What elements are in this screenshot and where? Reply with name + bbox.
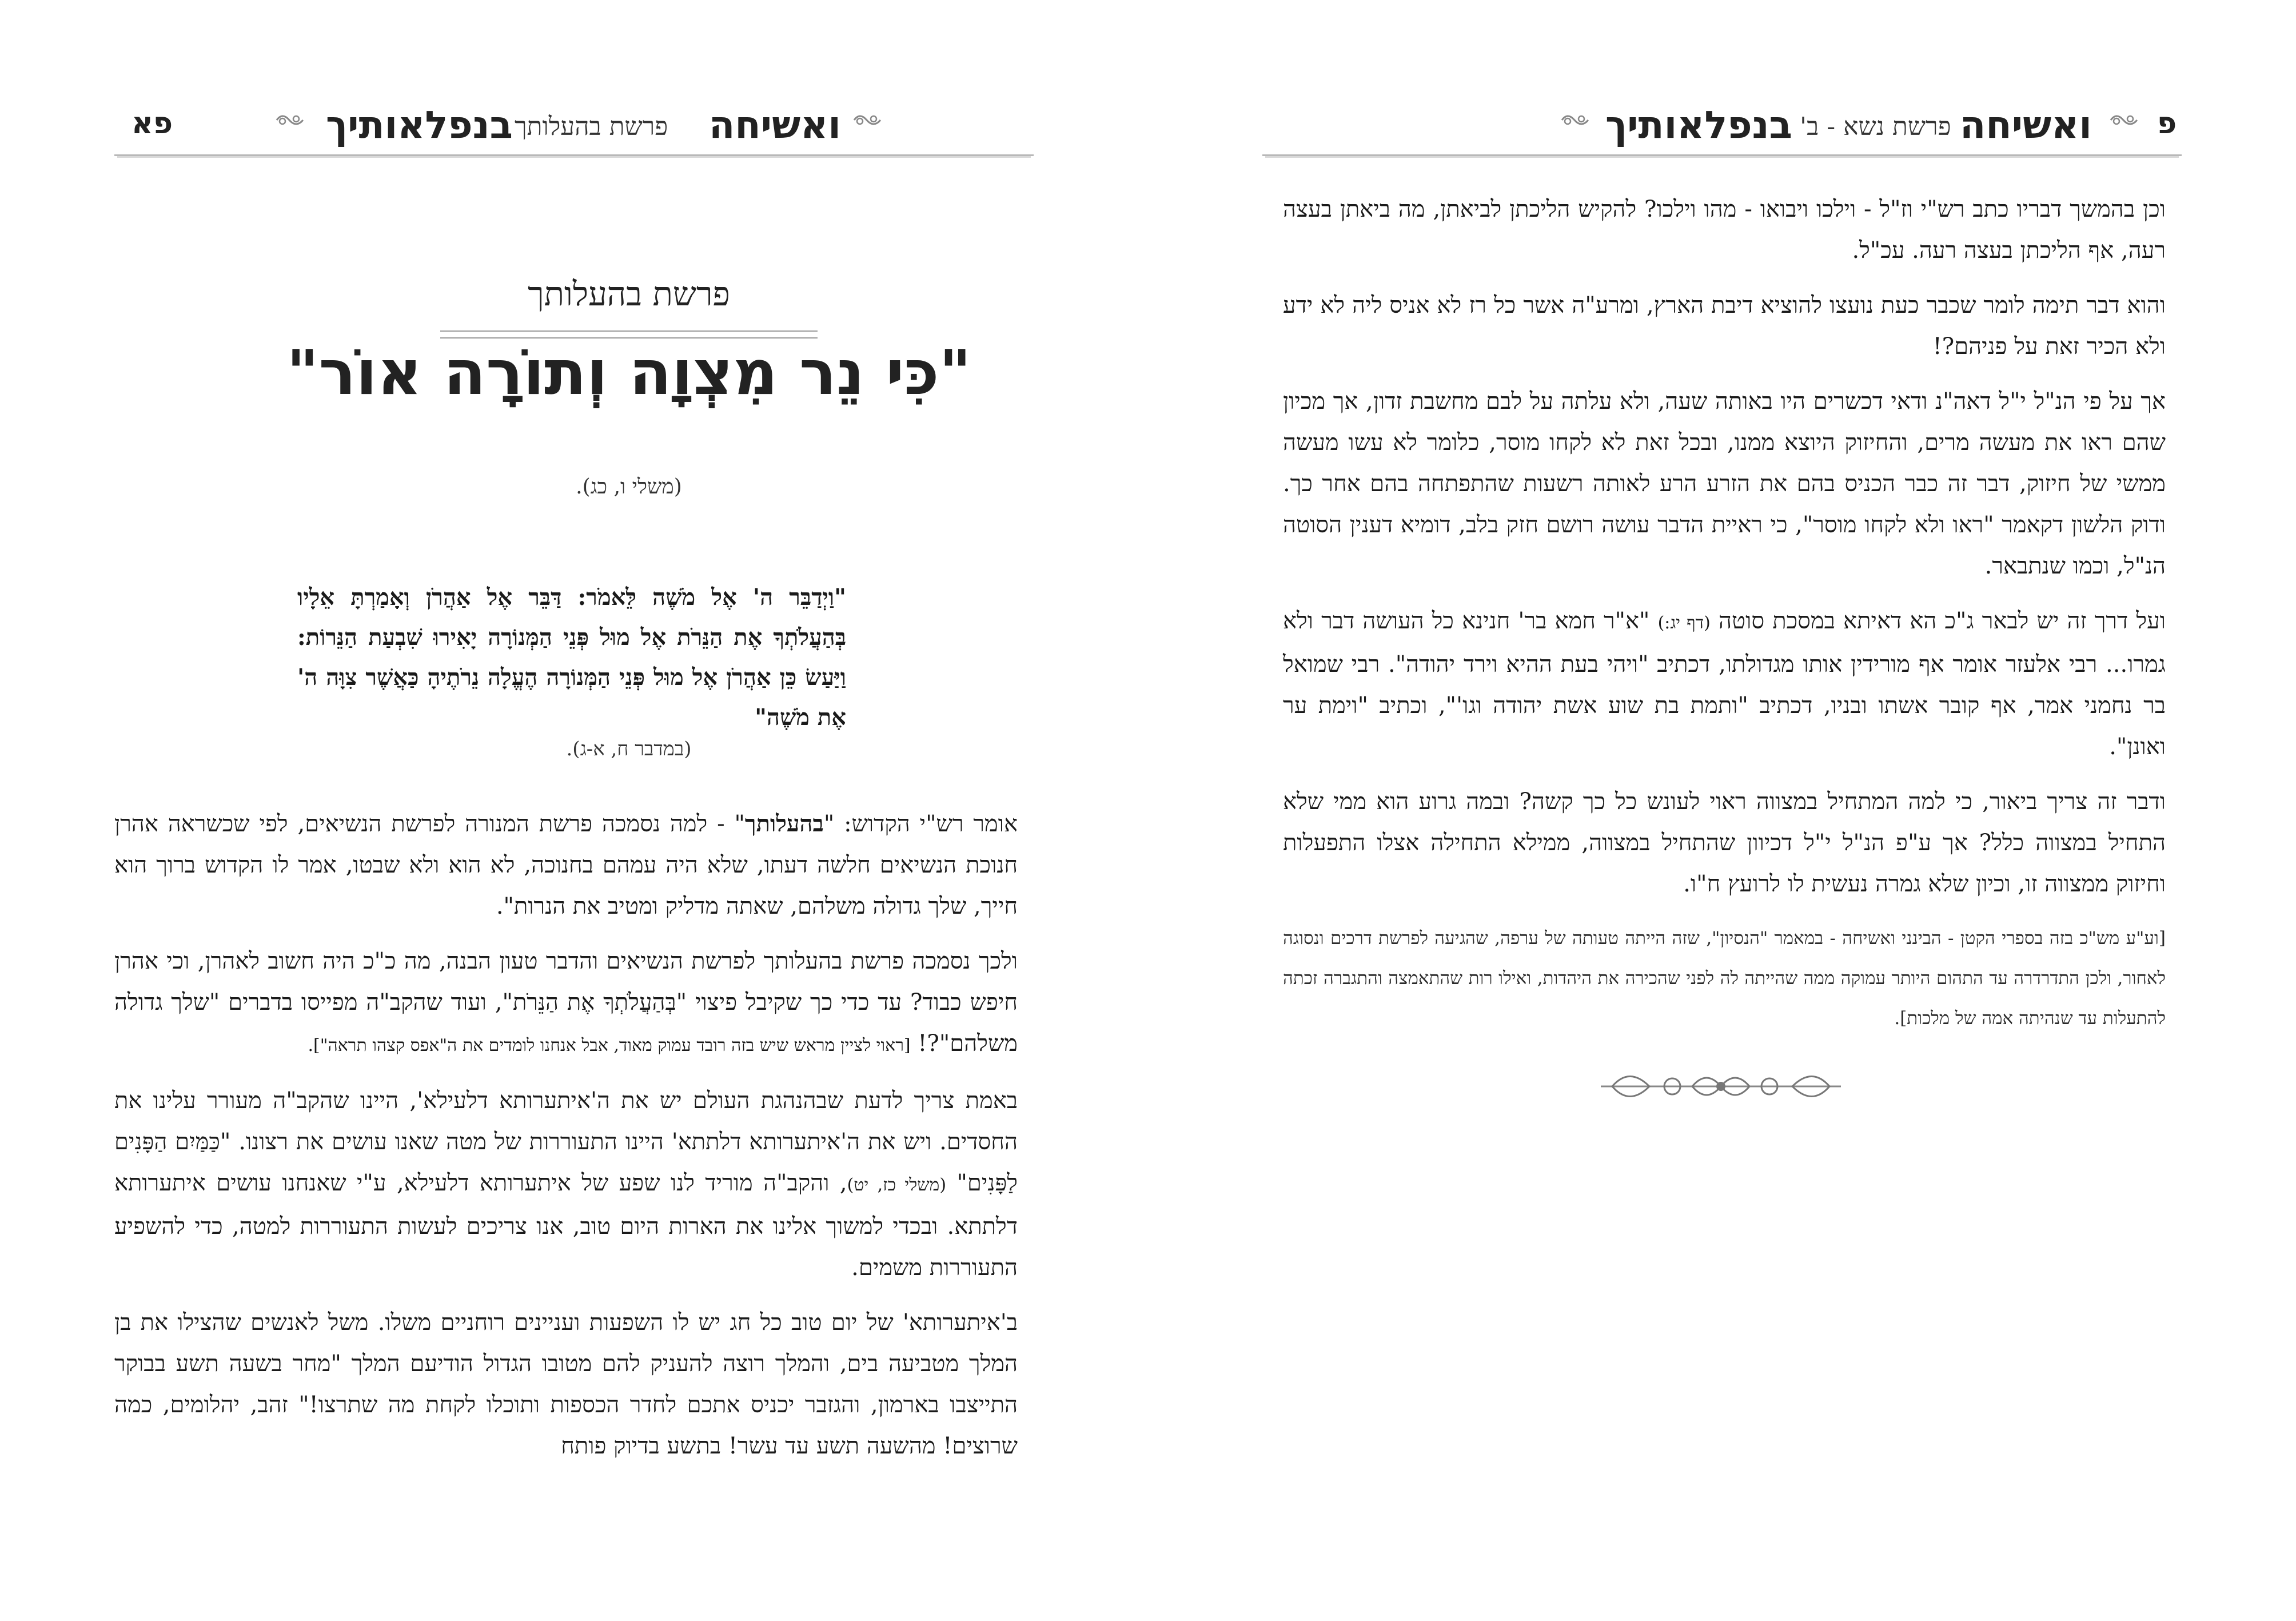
source-ref: (דף יג:) xyxy=(1657,613,1711,633)
paragraph: והוא דבר תימה לומר שכבר כעת נועצו להוציא דיבת הארץ, ומרע"ה אשר כל רז לא אניס ליה לא ידע ולא הכיר זאת על פניהם?! xyxy=(1283,292,2166,360)
paragraph: אך על פי הנ"ל י"ל דאה"נ ודאי דכשרים היו באותה שעה, ולא עלתה על לבם מחשבת זדון, אך מכיון שהם ראו את מעשה מרים, והחיזוק היוצא ממנו, ובכל זאת לא לקחו מוסר, כלומר לא עשו מעשה ממשי של חיזוק, דבר זה כבר הכניס בהם את הזרע הרע לאותה רשעות שהתפתחה בהם אחר כך. ודוק הלשון דקאמר "ראו ולא לקחו מוסר", כי ראיית הדבר עושה רושם חזק בלב, דומיא דענין הסוטה הנ"ל, וכמו שנתבאר. xyxy=(1283,388,2166,579)
vine-ornament-icon xyxy=(852,109,883,132)
series-title: ואשיחה xyxy=(1960,103,2092,147)
source-ref: (משלי כז, יט) xyxy=(847,1175,947,1195)
verse-quote: "וַיְדַבֵּר ה' אֶל מֹשֶׁה לֵּאמֹר: דַּבֵּר אֶל אַהֲרֹן וְאָמַרְתָּ אֵלָיו בְּהַעֲלֹתְךָ אֶת הַנֵּרֹת אֶל מוּל פְּנֵי הַמְּנוֹרָה יָאִירוּ שִׁבְעַת הַנֵּרוֹת: וַיַּעַשׂ כֵּן אַהֲרֹן אֶל מוּל פְּנֵי הַמְּנוֹרָה הֶעֱלָה נֵרֹתֶיהָ כַּאֲשֶׁר צִוָּה ה' אֶת מֹשֶׁה" xyxy=(297,584,846,731)
page-number: פא xyxy=(131,106,173,141)
bold-term: בהעלותך xyxy=(744,810,824,837)
paragraph: ולכך נסמכה פרשת בהעלותך לפרשת הנשיאים והדבר טעון הבנה, מה כ"כ היה חשוב לאהרן, וכי אהרן חיפש כבוד? עד כדי כך שקיבל פיצוי "בְּהַעֲלֹתְךָ אֶת הַנֵּרֹת", ועוד שהקב"ה מפייסו בדברים "שלך גדולה משלהם"?! [ראוי לציין מראש שיש בזה רובד עמוק מאוד, אבל אנחנו לומדים את ה"אפס קצהו תראה"]. xyxy=(114,948,1018,1057)
parasha-header: פרשת בהעלותך xyxy=(515,112,668,141)
parasha-header: פרשת נשא - ב' xyxy=(1800,112,1951,141)
paragraph: אומר רש"י הקדוש: "בהעלותך" - למה נסמכה פרשת המנורה לפרשת הנשיאים, לפי שכשראה אהרן חנוכת הנשיאים חלשה דעתו, שלא היה עמהם בחנוכה, לא הוא ולא שבטו, אמר לו הקדוש ברוך הוא חייך, שלך גדולה משלהם, שאתה מדליק ומטיב את הנרות". xyxy=(114,810,1018,919)
verse-source: (במדבר ח, א-ג). xyxy=(566,738,692,760)
page-number: פ xyxy=(2157,106,2177,141)
paragraph: ועל דרך זה יש לבאר ג"כ הא דאיתא במסכת סוטה (דף יג:) "א"ר חמא בר' חנינא כל העושה דבר ולא גמרו... רבי אלעזר אומר אף מורידין אותו מגדולתו, דכתיב "ויהי בעת ההיא וירד יהודה". רבי שמואל בר נחמני אמר, אף קובר אשתו ובניו, דכתיב "ותמת בת שוע אשת יהודה וגו'", וכתיב "וימת ער ואונן". xyxy=(1283,608,2166,760)
book-title: בנפלאותיך xyxy=(326,103,513,147)
page-header xyxy=(1262,86,2182,156)
right-page xyxy=(1148,0,2296,1621)
vine-ornament-icon xyxy=(2108,109,2139,132)
title-source: (משלי ו, כג). xyxy=(576,475,682,499)
parasha-label: פרשת בהעלותך xyxy=(528,274,730,313)
vine-ornament-icon xyxy=(1560,109,1591,132)
right-body xyxy=(1283,189,2166,1052)
vine-ornament-icon xyxy=(274,109,305,132)
book-title: בנפלאותיך xyxy=(1605,103,1792,147)
fleuron-ornament-icon xyxy=(1595,1061,1847,1112)
paragraph: באמת צריך לדעת שבהנהגת העולם יש את ה'איתערותא דלעילא', היינו שהקב"ה מעורר עלינו את החסדים. ויש את ה'איתערותא דלתתא' היינו התעוררות של מטה שאנו עושים את רצונו. "כַּמַּיִם הַפָּנִים לַפָּנִים" (משלי כז, יט), והקב"ה מוריד לנו שפע של איתערותא דלעילא, ע"י שאנחנו עושים איתערותא דלתתא. ובכדי למשוך אלינו את הארות היום טוב, אנו צריכים לעשות התעוררות למטה, כדי להשפיע התעוררות משמים. xyxy=(114,1088,1018,1281)
page-header xyxy=(114,86,1034,156)
footnote: [וע"ע מש"כ בזה בספרי הקטן - הבינני ואשיחה - במאמר "הנסיון", שזה הייתה טעותה של ערפה, שהגיעה לפרשת דרכים ונסוגה לאחור, ולכן התדרדרה עד התהום היותר עמוקה ממה שהייתה לה לפני שהכירה את היהדות, ואילו רות שהתאמצה והתגברה זכתה להתעלות עד שנהיתה אמה של מלכות]. xyxy=(1283,928,2166,1029)
paragraph: וכן בהמשך דבריו כתב רש"י וז"ל - וילכו ויבואו - מהו וילכו? להקיש הליכתן לביאתן, מה ביאתן בעצה רעה, אף הליכתן בעצה רעה. עכ"ל. xyxy=(1283,196,2166,264)
inline-note: [ראוי לציין מראש שיש בזה רובד עמוק מאוד, אבל אנחנו לומדים את ה"אפס קצהו תראה"]. xyxy=(308,1035,911,1056)
paragraph: ב'איתערותא' של יום טוב כל חג יש לו השפעות ועניינים רוחניים משלו. משל לאנשים שהצילו את בן המלך מטביעה בים, והמלך רוצה להעניק להם מטובו הגדול הודיעם המלך "מחר בשעה תשע בבוקר התייצבו בארמון, והגזבר יכניס אתכם לחדר הכספות ותוכלו לקחת מה שתרצו!" זהב, יהלומים, כמה שרוצים! מהשעה תשע עד עשר! בתשע בדיוק פותח xyxy=(114,1309,1018,1459)
paragraph: ודבר זה צריך ביאור, כי למה המתחיל במצווה ראוי לעונש כל כך קשה? ובמה גרוע הוא ממי שלא התחיל במצווה כלל? אך ע"פ הנ"ל י"ל דכיוון שהתחיל במצווה, ממילא התחילה אצלו התפעלות וחיזוק ממצווה זו, וכיון שלא גמרה נעשית לו לרועץ ח"ו. xyxy=(1283,788,2166,897)
series-title: ואשיחה xyxy=(709,103,841,147)
left-body xyxy=(114,803,1018,1480)
main-title: "כִּי נֵר מִצְוָה וְתוֹרָה אוֹר" xyxy=(286,337,971,409)
